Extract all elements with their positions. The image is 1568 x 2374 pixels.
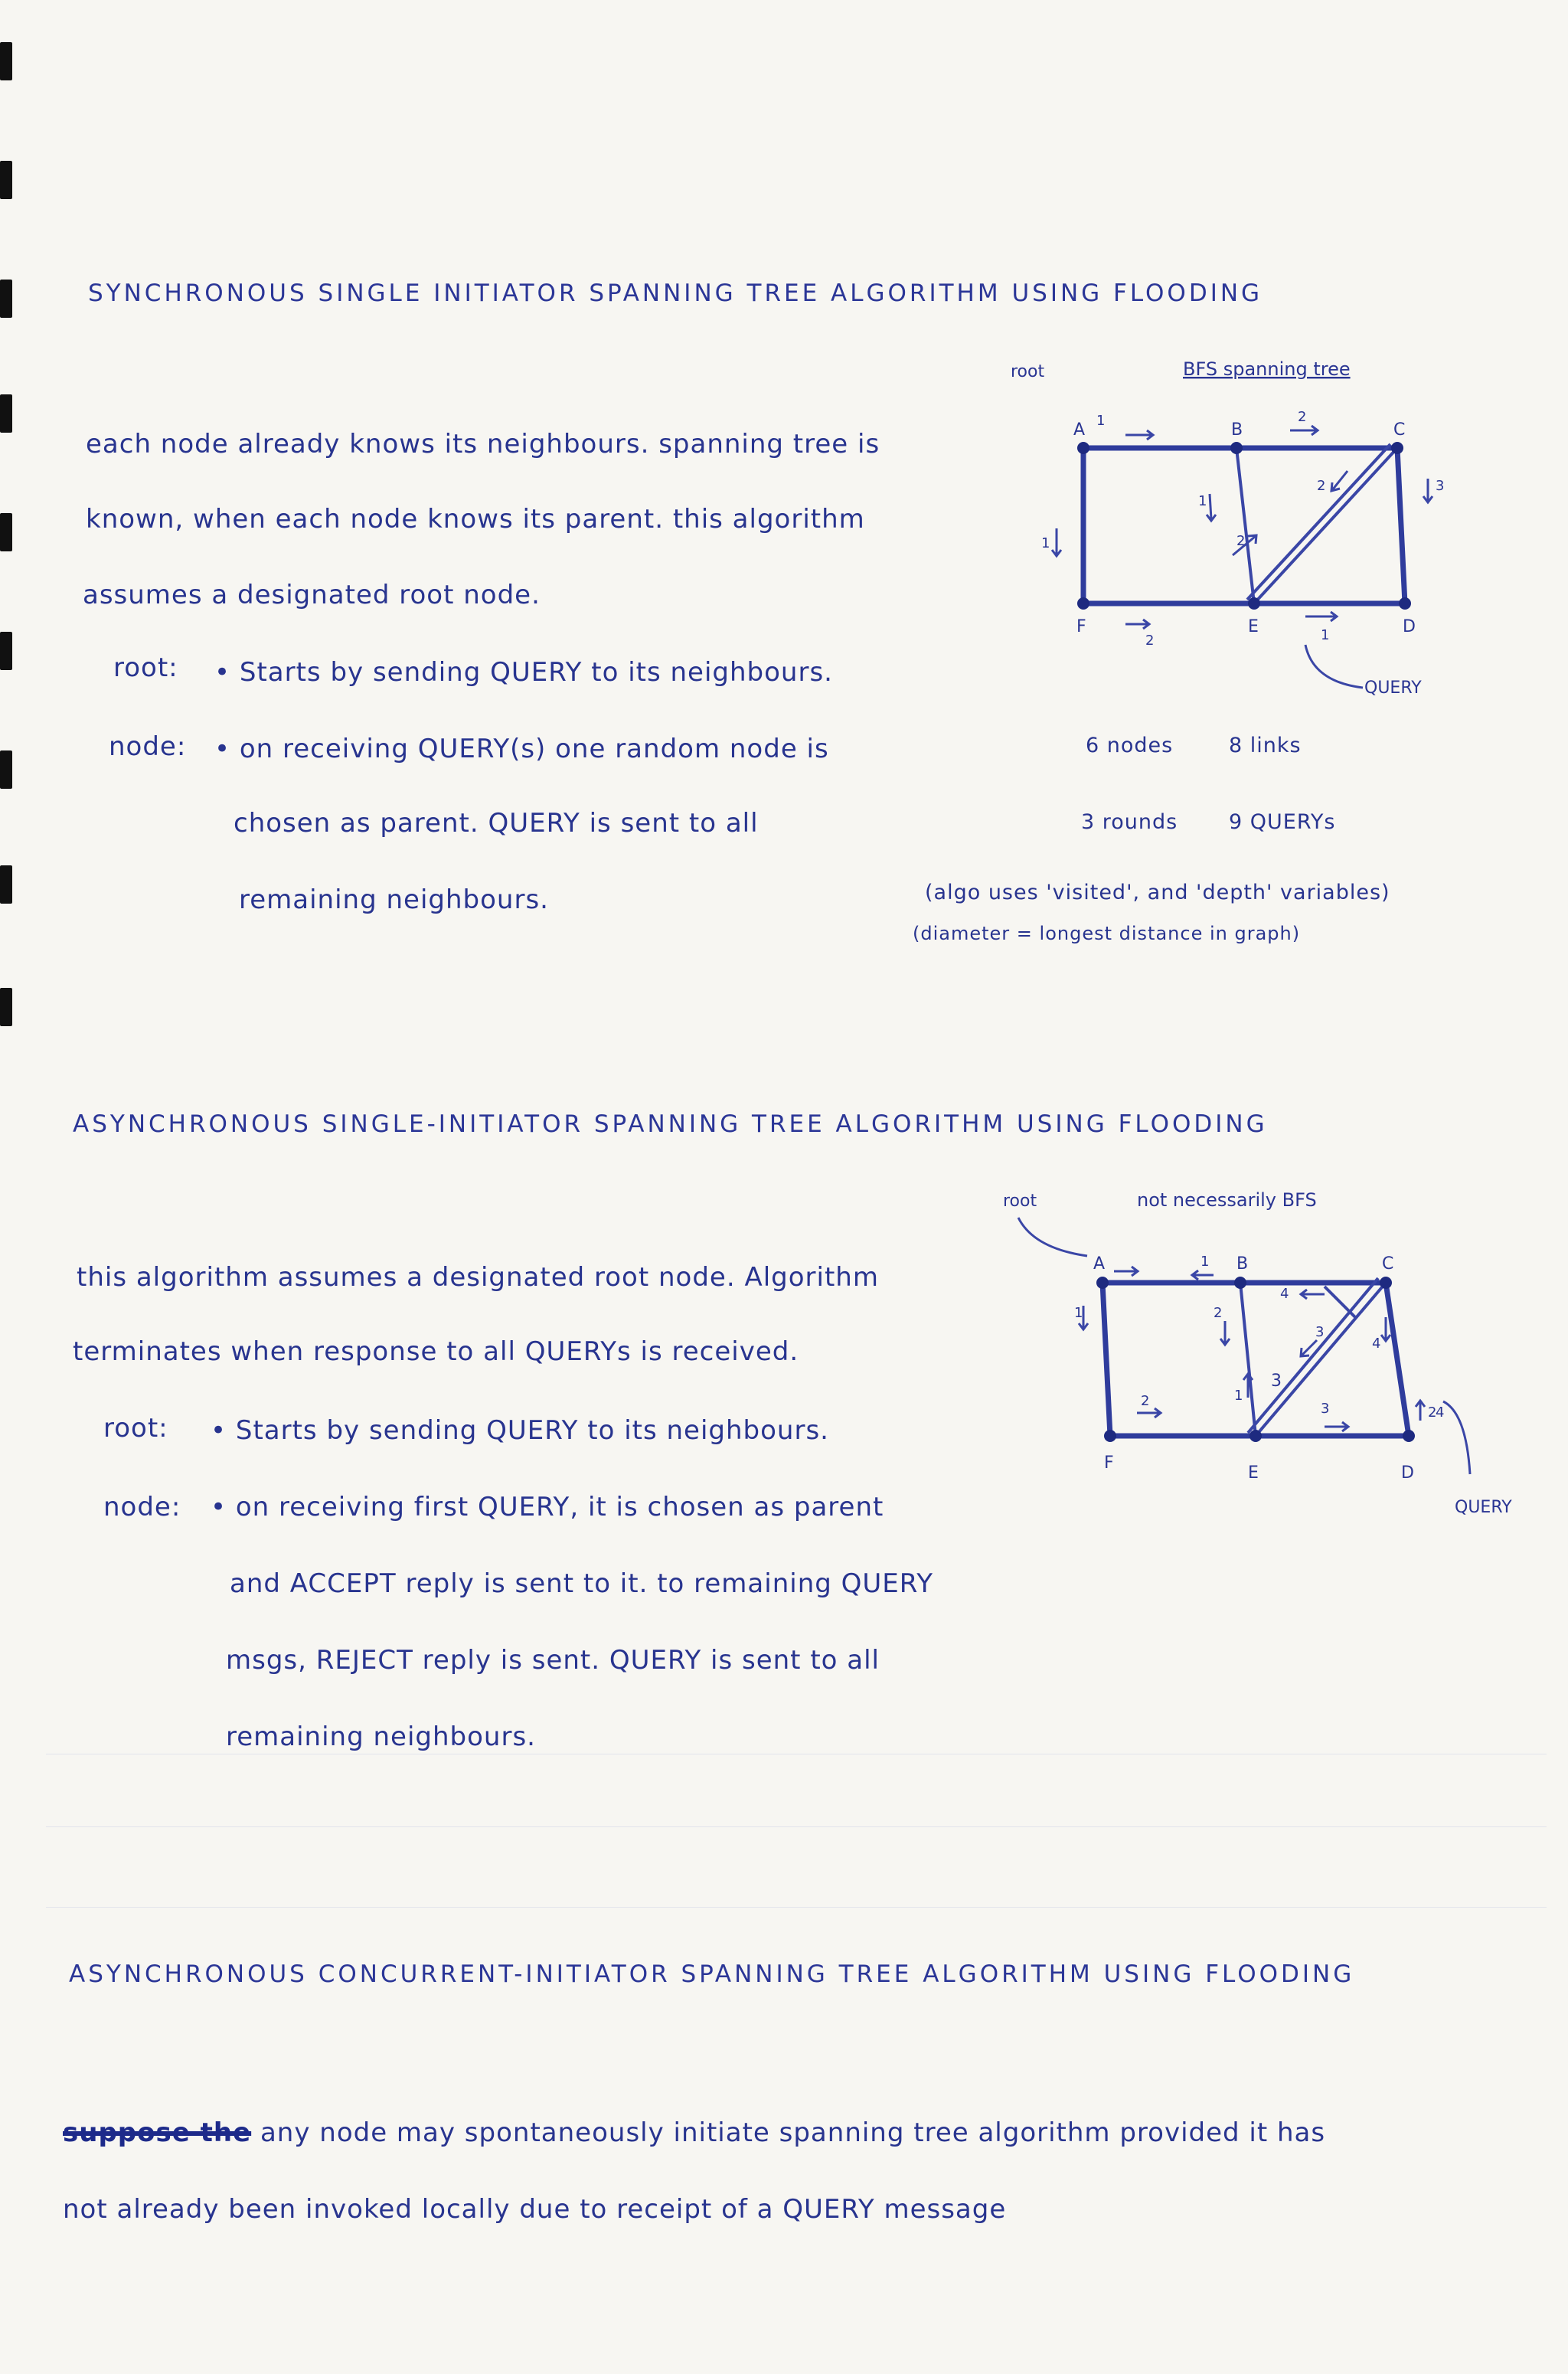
section1-heading: SYNCHRONOUS SINGLE INITIATOR SPANNING TREE ALGORITHM USING FLOODING [88, 280, 1263, 307]
diagram2-edge-num-6: 3 [1315, 1324, 1325, 1340]
diagram1-node-f: F [1076, 617, 1086, 636]
section1-node-line-1: • on receiving QUERY(s) one random node is [214, 734, 829, 764]
diagram1-edge-num-9: 1 [1321, 627, 1330, 643]
diagram2-node-a: A [1093, 1254, 1106, 1274]
notebook-binding [0, 0, 17, 2374]
diagram1-node-d: D [1403, 617, 1416, 636]
diagram1-stat-nodes: 6 nodes [1086, 734, 1174, 757]
diagram2-node-e: E [1248, 1463, 1259, 1483]
section1-node-line-2: chosen as parent. QUERY is sent to all [234, 808, 759, 839]
diagram2-edge-num-8: 1 [1234, 1388, 1243, 1404]
section2-node-line-3: msgs, REJECT reply is sent. QUERY is sent to all [226, 1645, 880, 1676]
diagram1-stat-queries: 9 QUERYs [1229, 810, 1336, 834]
section2-node-line-2: and ACCEPT reply is sent to it. to remaining QUERY [230, 1568, 933, 1599]
diagram2-node-d: D [1401, 1463, 1414, 1483]
diagram2-edge-num-11: 2 [1428, 1404, 1437, 1421]
async-spanning-tree-diagram [995, 1183, 1512, 1520]
section3-line-1 [63, 2117, 1325, 2148]
section2-node-line-4: remaining neighbours. [226, 1722, 536, 1752]
bfs-spanning-tree-diagram [1011, 345, 1470, 697]
section2-node-label: node: [103, 1492, 181, 1522]
diagram1-edge-num-8: 2 [1145, 633, 1155, 649]
diagram1-node-b: B [1231, 420, 1243, 440]
section2-line-1: this algorithm assumes a designated root node. Algorithm [77, 1262, 879, 1293]
diagram2-edge-num-10: 3 [1321, 1401, 1330, 1417]
section1-line-1: each node already knows its neighbours. spanning tree is [86, 429, 880, 459]
diagram2-query-label: QUERY [1455, 1498, 1512, 1517]
section1-root-text: • Starts by sending QUERY to its neighbours. [214, 657, 833, 688]
diagram2-edge-num-9: 2 [1141, 1393, 1150, 1409]
section2-root-label: root: [103, 1413, 168, 1444]
section3-heading: ASYNCHRONOUS CONCURRENT-INITIATOR SPANNING TREE ALGORITHM USING FLOODING [69, 1960, 1355, 1988]
diagram2-node-f: F [1104, 1454, 1114, 1473]
diagram1-node-c: C [1393, 420, 1406, 440]
diagram1-stat-rounds: 3 rounds [1081, 810, 1178, 834]
diagram1-edge-num-4: 3 [1436, 478, 1445, 494]
section2-node-line-1: • on receiving first QUERY, it is chosen as parent [211, 1492, 884, 1522]
diagram2-node-b: B [1236, 1254, 1249, 1274]
diagram2-root-label: root [1003, 1192, 1037, 1211]
diagram2-edge-num-7: 3 [1271, 1372, 1282, 1391]
section3-struck-text: suppose the [63, 2117, 252, 2148]
diagram1-note-1: (algo uses 'visited', and 'depth' variables) [925, 881, 1390, 904]
diagram2-edge-num-4: 4 [1372, 1336, 1381, 1352]
diagram2-edge-num-2: 1 [1200, 1254, 1210, 1270]
diagram2-edge-num-3: 4 [1280, 1286, 1289, 1302]
diagram2-edge-num-1: 1 [1074, 1305, 1083, 1321]
diagram1-edge-num-2: 2 [1298, 409, 1307, 425]
diagram1-edge-num-6: 2 [1317, 478, 1326, 494]
diagram1-edge-num-3: 1 [1041, 535, 1050, 551]
section1-node-line-3: remaining neighbours. [239, 885, 549, 915]
diagram2-node-c: C [1382, 1254, 1394, 1274]
section3-line-1-text: any node may spontaneously initiate spanning tree algorithm provided it has [260, 2117, 1326, 2148]
diagram2-edge-num-5: 2 [1214, 1305, 1223, 1321]
section1-node-label: node: [109, 731, 187, 762]
diagram1-title: BFS spanning tree [1183, 358, 1351, 380]
section3-line-2: not already been invoked locally due to receipt of a QUERY message [63, 2194, 1007, 2225]
diagram1-root-label: root [1011, 362, 1045, 381]
diagram1-edge-num-1: 1 [1096, 413, 1106, 429]
diagram1-stat-links: 8 links [1229, 734, 1302, 757]
section1-root-label: root: [113, 652, 178, 683]
section2-root-text: • Starts by sending QUERY to its neighbours. [211, 1415, 829, 1446]
diagram1-note-2: (diameter = longest distance in graph) [913, 923, 1301, 944]
diagram1-query-label: QUERY [1364, 679, 1422, 698]
diagram1-edge-num-5: 1 [1198, 493, 1207, 509]
section2-line-2: terminates when response to all QUERYs is received. [73, 1336, 799, 1367]
diagram2-title: not necessarily BFS [1137, 1189, 1317, 1211]
diagram1-node-e: E [1248, 617, 1259, 636]
diagram1-edge-num-7: 2 [1236, 533, 1246, 549]
section1-line-3: assumes a designated root node. [83, 580, 541, 610]
section1-line-2: known, when each node knows its parent. this algorithm [86, 504, 865, 535]
diagram2-edge-num-12: 4 [1436, 1404, 1445, 1421]
diagram1-node-a: A [1073, 420, 1086, 440]
section2-heading: ASYNCHRONOUS SINGLE-INITIATOR SPANNING TREE ALGORITHM USING FLOODING [73, 1110, 1268, 1138]
